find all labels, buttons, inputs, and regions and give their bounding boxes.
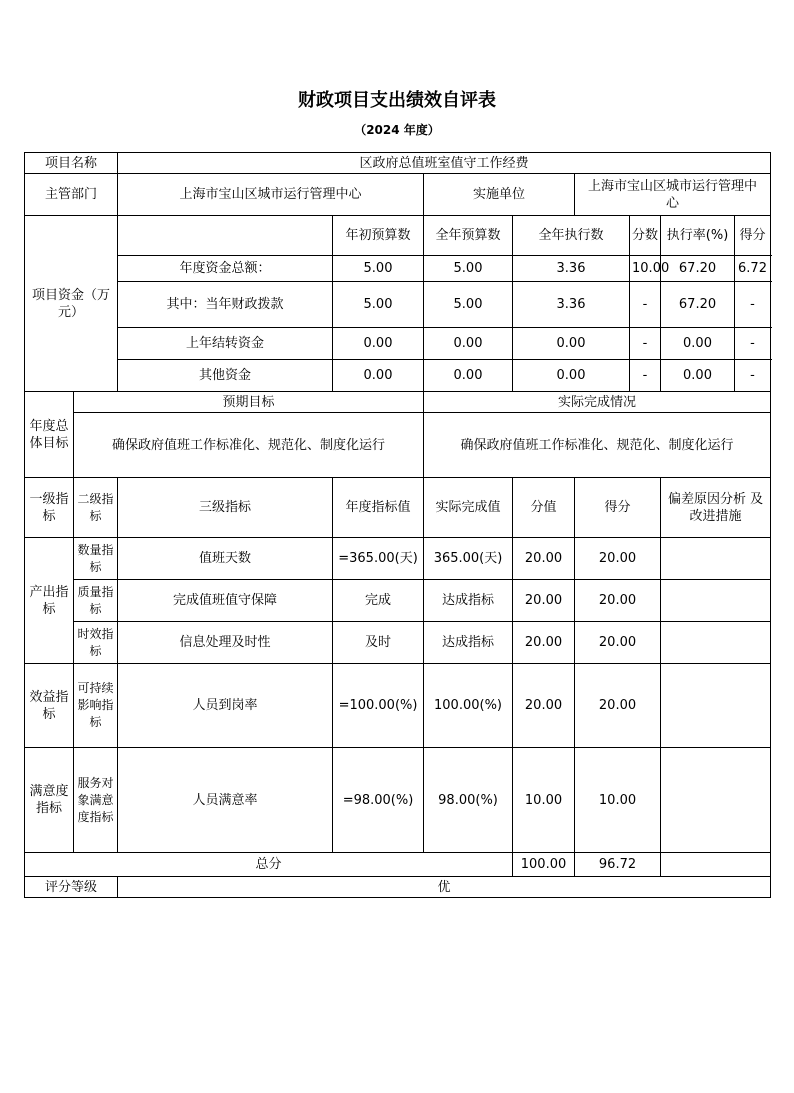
funds-row-label: 上年结转资金 — [118, 328, 333, 360]
deviation-note — [661, 664, 771, 748]
page-title: 财政项目支出绩效自评表 — [298, 90, 496, 111]
indicator-header: 得分 — [575, 478, 661, 538]
indicator-header: 偏差原因分析 及改进措施 — [661, 478, 771, 538]
points-value: 20.00 — [513, 580, 575, 622]
deviation-note — [661, 748, 771, 853]
deviation-note — [661, 580, 771, 622]
funds-header: 执行率(%) — [661, 216, 735, 255]
funds-cell: 3.36 — [513, 256, 630, 282]
funds-header: 全年执行数 — [513, 216, 630, 256]
score-value: 20.00 — [575, 664, 661, 748]
score-value: 20.00 — [575, 538, 661, 580]
goals-label: 年度总体目标 — [25, 392, 74, 478]
funds-cell: 0.00 — [661, 360, 735, 391]
actual-value: 达成指标 — [424, 580, 513, 622]
funds-label: 项目资金（万元） — [25, 216, 118, 392]
score-value: 20.00 — [575, 622, 661, 664]
funds-row-label: 年度资金总额： — [118, 256, 333, 282]
unit-label: 实施单位 — [424, 174, 575, 216]
funds-header: 分数 — [630, 216, 661, 256]
funds-cell: 5.00 — [424, 282, 513, 328]
funds-cell: 0.00 — [424, 328, 513, 360]
rating-label: 评分等级 — [25, 877, 118, 898]
total-score: 96.72 — [575, 853, 661, 877]
funds-cell: 67.20 — [661, 282, 735, 327]
level3-indicator: 值班天数 — [118, 538, 333, 580]
funds-cell: 5.00 — [333, 256, 424, 282]
level2-indicator: 数量指标 — [74, 538, 118, 580]
funds-cell: 0.00 — [661, 328, 735, 359]
total-points: 100.00 — [513, 853, 575, 877]
level1-indicator: 满意度指标 — [25, 748, 74, 853]
indicator-header: 分值 — [513, 478, 575, 538]
points-value: 20.00 — [513, 664, 575, 748]
actual-goal-text: 确保政府值班工作标准化、规范化、制度化运行 — [424, 413, 771, 478]
level2-indicator: 时效指标 — [74, 622, 118, 664]
actual-value: 365.00(天) — [424, 538, 513, 580]
total-note — [661, 853, 771, 877]
project-name-label: 项目名称 — [25, 153, 118, 174]
page-subtitle: （2024 年度） — [354, 123, 440, 137]
funds-row-label: 其他资金 — [118, 360, 333, 392]
funds-cell: 5.00 — [424, 256, 513, 282]
funds-cell: 5.00 — [333, 282, 424, 328]
actual-value: 达成指标 — [424, 622, 513, 664]
actual-value: 100.00(%) — [424, 664, 513, 748]
points-value: 10.00 — [513, 748, 575, 853]
level3-indicator: 信息处理及时性 — [118, 622, 333, 664]
expected-goal-text: 确保政府值班工作标准化、规范化、制度化运行 — [74, 413, 424, 478]
funds-cell: 6.72 — [738, 261, 767, 276]
level2-indicator: 服务对象满意度指标 — [74, 748, 118, 853]
funds-cell: 3.36 — [513, 282, 630, 328]
points-value: 20.00 — [513, 622, 575, 664]
funds-header: 年初预算数 — [333, 216, 424, 256]
indicator-header: 二级指标 — [74, 478, 118, 538]
funds-cell: - — [750, 368, 755, 383]
level2-indicator: 质量指标 — [74, 580, 118, 622]
evaluation-table — [24, 152, 771, 898]
actual-value: 98.00(%) — [424, 748, 513, 853]
funds-cell: - — [630, 328, 661, 360]
total-label: 总分 — [25, 853, 513, 877]
level2-indicator: 可持续影响指标 — [74, 664, 118, 748]
deviation-note — [661, 622, 771, 664]
funds-row-label: 其中：当年财政拨款 — [118, 282, 333, 328]
rating-value: 优 — [118, 877, 771, 898]
actual-goal-header: 实际完成情况 — [424, 392, 771, 413]
score-value: 10.00 — [575, 748, 661, 853]
level1-indicator: 效益指标 — [25, 664, 74, 748]
unit-value: 上海市宝山区城市运行管理中 心 — [575, 174, 771, 216]
level3-indicator: 完成值班值守保障 — [118, 580, 333, 622]
target-value: 完成 — [333, 580, 424, 622]
funds-cell: - — [630, 360, 661, 392]
target-value: 及时 — [333, 622, 424, 664]
funds-cell: 67.20 — [661, 256, 735, 281]
funds-cell: 10.00 — [630, 256, 661, 282]
level1-indicator: 产出指标 — [25, 538, 74, 664]
funds-cell: - — [630, 282, 661, 328]
points-value: 20.00 — [513, 538, 575, 580]
level3-indicator: 人员到岗率 — [118, 664, 333, 748]
dept-value: 上海市宝山区城市运行管理中心 — [118, 174, 424, 216]
level3-indicator: 人员满意率 — [118, 748, 333, 853]
funds-cell: - — [750, 336, 755, 351]
target-value: =100.00(%) — [333, 664, 424, 748]
indicator-header: 年度指标值 — [333, 478, 424, 538]
funds-cell: 0.00 — [513, 360, 630, 392]
indicator-header: 三级指标 — [118, 478, 333, 538]
funds-cell: 0.00 — [424, 360, 513, 392]
funds-header: 全年预算数 — [424, 216, 513, 256]
funds-cell: 0.00 — [333, 328, 424, 360]
indicator-header: 实际完成值 — [424, 478, 513, 538]
dept-label: 主管部门 — [25, 174, 118, 216]
indicator-header: 一级指标 — [25, 478, 74, 538]
deviation-note — [661, 538, 771, 580]
funds-header: 得分 — [739, 228, 766, 243]
target-value: =98.00(%) — [333, 748, 424, 853]
score-value: 20.00 — [575, 580, 661, 622]
funds-cell: 0.00 — [333, 360, 424, 392]
expected-goal-header: 预期目标 — [74, 392, 424, 413]
funds-cell: 0.00 — [513, 328, 630, 360]
funds-header-blank — [118, 216, 333, 256]
funds-cell: - — [750, 297, 755, 312]
target-value: =365.00(天) — [333, 538, 424, 580]
project-name-value: 区政府总值班室值守工作经费 — [118, 153, 771, 174]
